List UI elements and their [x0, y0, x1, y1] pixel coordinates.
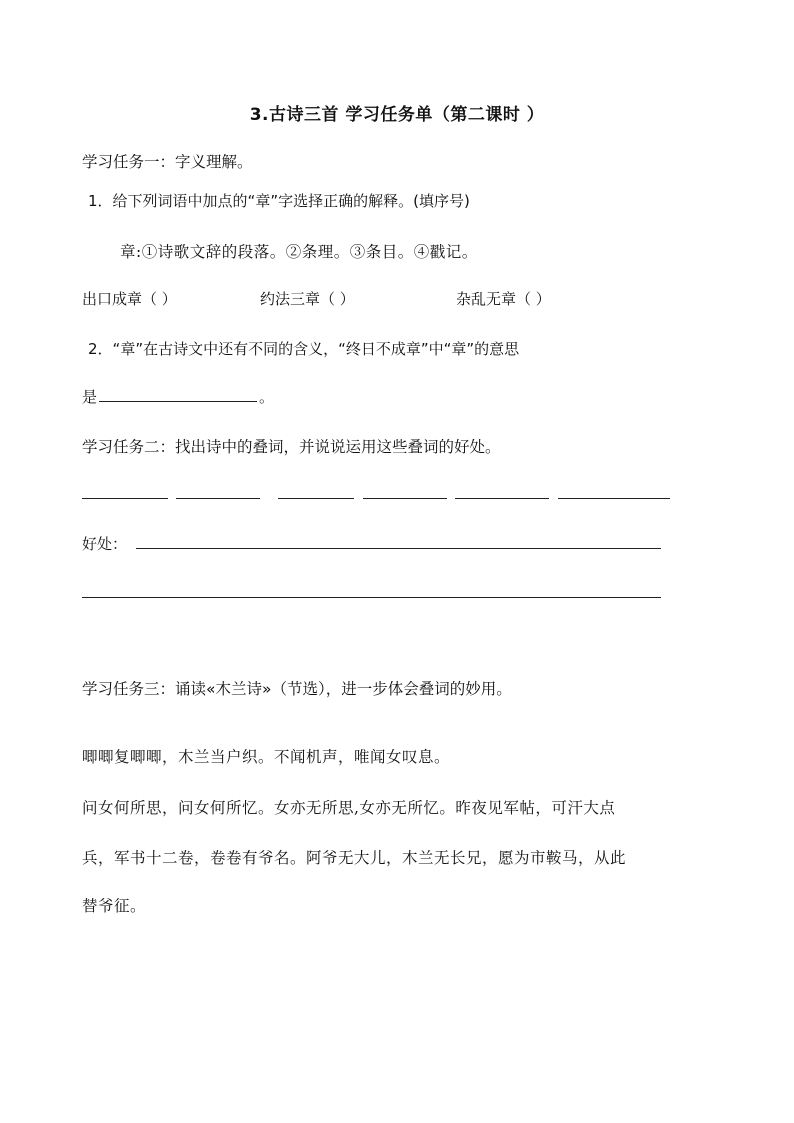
task1-question2-answer-row — [82, 386, 274, 407]
reduplication-blank-6[interactable] — [558, 498, 670, 499]
choice-1 — [82, 288, 177, 309]
task1-question1: 1．给下列词语中加点的“章”字选择正确的解释。(填序号) — [88, 192, 470, 210]
benefit-answer-line-1[interactable] — [136, 548, 661, 549]
choice-1-blank[interactable]: （ ） — [142, 290, 177, 308]
task1-definitions: 章:①诗歌文辞的段落。②条理。③条目。④戳记。 — [120, 243, 478, 261]
choice-3 — [456, 288, 551, 309]
answer-blank-line[interactable] — [99, 387, 257, 402]
answer-prefix: 是 — [82, 388, 98, 406]
choice-2 — [260, 288, 355, 309]
choice-2-word: 约法三章 — [260, 290, 321, 308]
page-title: 3.古诗三首 学习任务单（第二课时 ） — [249, 105, 545, 125]
benefit-label: 好处： — [82, 535, 128, 553]
poem-line-1: 唧唧复唧唧，木兰当户织。不闻机声，唯闻女叹息。 — [82, 748, 451, 766]
choice-3-word: 杂乱无章 — [456, 290, 517, 308]
choice-1-word: 出口成章 — [82, 290, 143, 308]
reduplication-blank-3[interactable] — [278, 498, 354, 499]
poem-line-2: 问女何所思，问女何所忆。女亦无所思,女亦无所忆。昨夜见军帖，可汗大点 — [82, 799, 616, 817]
poem-line-4: 替爷征。 — [82, 897, 147, 915]
answer-suffix: 。 — [259, 388, 275, 406]
task3-heading: 学习任务三：诵读«木兰诗»（节选），进一步体会叠词的妙用。 — [82, 680, 512, 698]
task2-heading: 学习任务二：找出诗中的叠词，并说说运用这些叠词的好处。 — [82, 438, 501, 456]
reduplication-blank-4[interactable] — [363, 498, 447, 499]
reduplication-blank-1[interactable] — [82, 498, 168, 499]
poem-line-3: 兵，军书十二卷，卷卷有爷名。阿爷无大儿，木兰无长兄，愿为市鞍马，从此 — [82, 849, 627, 867]
task1-heading: 学习任务一：字义理解。 — [82, 153, 253, 171]
reduplication-blank-5[interactable] — [455, 498, 549, 499]
benefit-answer-line-2[interactable] — [82, 597, 661, 598]
reduplication-blank-2[interactable] — [176, 498, 260, 499]
task1-question2: 2．“章”在古诗文中还有不同的含义，“终日不成章”中“章”的意思 — [88, 340, 520, 358]
choice-2-blank[interactable]: （ ） — [320, 290, 355, 308]
choice-3-blank[interactable]: （ ） — [516, 290, 551, 308]
